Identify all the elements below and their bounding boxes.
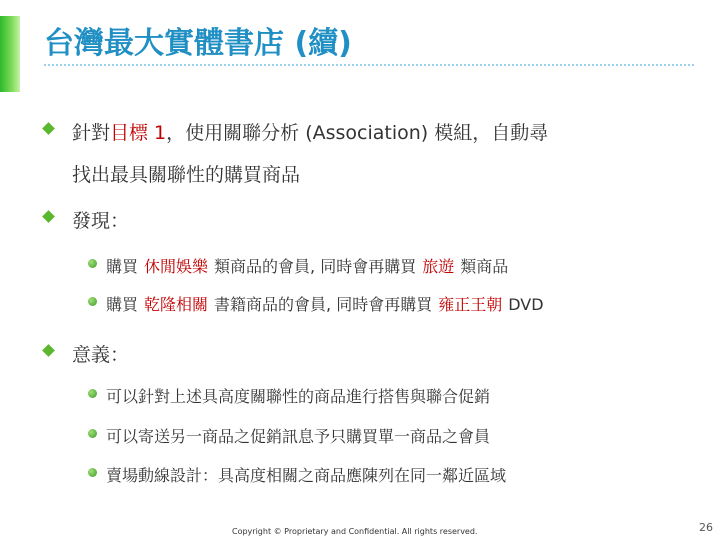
bullet-meaning-label: 意義： xyxy=(72,344,130,366)
round-bullet-icon xyxy=(88,389,97,398)
title-divider xyxy=(44,64,694,66)
title-accent-bar xyxy=(0,16,20,92)
round-bullet-icon xyxy=(88,259,97,268)
finding-item xyxy=(106,254,508,277)
page-number: 26 xyxy=(699,521,713,534)
finding-text: 購買 xyxy=(106,257,139,276)
bullet-findings-label: 發現： xyxy=(72,210,130,232)
finding-text: 購買 xyxy=(106,295,139,314)
copyright-footer: Copyright © Proprietary and Confidential. All rights reserved. xyxy=(232,527,478,536)
bullet-target-suffix: ，使用關聯分析 (Association) 模組，自動尋 xyxy=(166,122,549,144)
bullet-target xyxy=(72,118,548,145)
diamond-bullet-icon xyxy=(42,122,55,135)
bullet-target-highlight: 目標 1 xyxy=(110,122,167,144)
finding-highlight: 旅遊 xyxy=(422,257,455,276)
meaning-text: 可以寄送另一商品之促銷訊息予只購買單一商品之會員 xyxy=(106,427,491,446)
diamond-bullet-icon xyxy=(42,344,55,357)
finding-highlight: 乾隆相關 xyxy=(144,295,209,314)
bullet-target-line2: 找出最具關聯性的購買商品 xyxy=(72,164,301,186)
meaning-item xyxy=(106,384,490,407)
bullet-target-prefix: 針對 xyxy=(72,122,111,144)
finding-item xyxy=(106,292,544,315)
bullet-findings xyxy=(72,206,129,233)
round-bullet-icon xyxy=(88,468,97,477)
finding-text: 書籍商品的會員, 同時會再購買 xyxy=(214,295,433,314)
round-bullet-icon xyxy=(88,297,97,306)
meaning-item xyxy=(106,424,490,447)
round-bullet-icon xyxy=(88,429,97,438)
meaning-text: 可以針對上述具高度關聯性的商品進行搭售與聯合促銷 xyxy=(106,387,491,406)
diamond-bullet-icon xyxy=(42,210,55,223)
slide-title: 台灣最大實體書店 (續) xyxy=(44,26,352,61)
finding-highlight: 雍正王朝 xyxy=(438,295,503,314)
finding-text: DVD xyxy=(508,295,544,314)
finding-text: 類商品的會員, 同時會再購買 xyxy=(214,257,417,276)
finding-highlight: 休閒娛樂 xyxy=(144,257,209,276)
meaning-item xyxy=(106,463,506,486)
meaning-text: 賣場動線設計：具高度相關之商品應陳列在同一鄰近區域 xyxy=(106,466,507,485)
finding-text: 類商品 xyxy=(460,257,509,276)
bullet-meaning xyxy=(72,340,129,367)
